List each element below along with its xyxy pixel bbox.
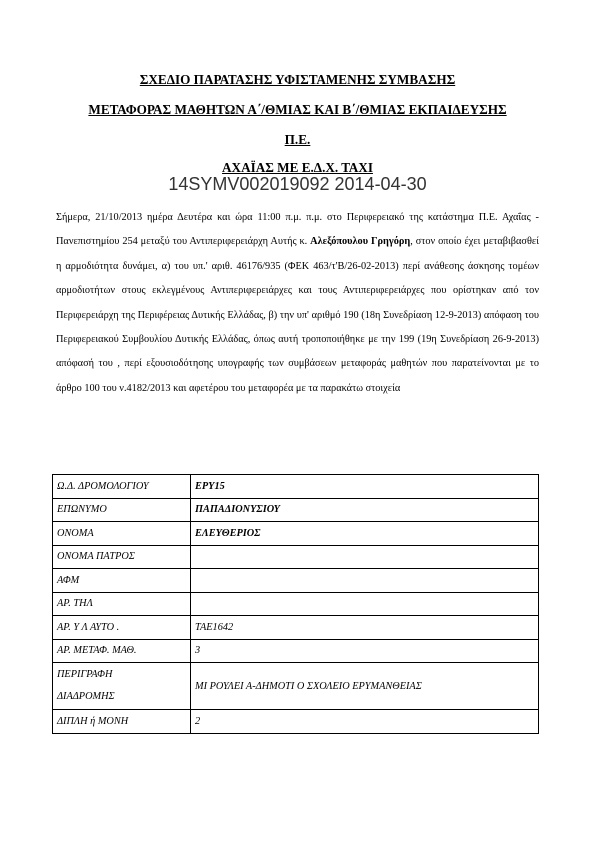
table-row xyxy=(53,639,539,663)
row-label-line2: ΔΙΑΔΡΟΜΗΣ xyxy=(57,691,115,702)
table-row xyxy=(53,663,539,710)
table-row xyxy=(53,545,539,569)
row-value: 2 xyxy=(191,710,539,734)
table-row xyxy=(53,592,539,616)
surname-value: ΠΑΠΑΔΙΟΝΥΣΙΟΥ xyxy=(195,504,280,516)
carrier-info-table xyxy=(52,474,539,734)
row-label: ΔΙΠΛΗ ή ΜΟΝΗ xyxy=(53,710,191,734)
title-line-3: Π.Ε. xyxy=(284,132,311,147)
row-value xyxy=(191,475,539,499)
document-stamp: 14SYMV002019092 2014-04-30 xyxy=(168,174,427,194)
route-code: ΕΡΥ15 xyxy=(195,480,225,492)
table-row xyxy=(53,569,539,593)
representative-name: Αλεξόπουλου Γρηγόρη xyxy=(310,236,411,248)
row-label: Ω.Δ. ΔΡΟΜΟΛΟΓΙΟΥ xyxy=(53,475,191,499)
row-label: ΟΝΟΜΑ xyxy=(53,522,191,546)
row-label: ΟΝΟΜΑ ΠΑΤΡΟΣ xyxy=(53,545,191,569)
row-label: ΕΠΩΝΥΜΟ xyxy=(53,498,191,522)
row-value xyxy=(191,569,539,593)
row-label: ΑΦΜ xyxy=(53,569,191,593)
row-label: ΑΡ. ΜΕΤΑΦ. ΜΑΘ. xyxy=(53,639,191,663)
row-value xyxy=(191,545,539,569)
row-value xyxy=(191,592,539,616)
title-line-1: ΣΧΕΔΙΟ ΠΑΡΑΤΑΣΗΣ ΥΦΙΣΤΑΜΕΝΗΣ ΣΥΜΒΑΣΗΣ xyxy=(139,72,456,87)
table-row xyxy=(53,498,539,522)
table-row xyxy=(53,475,539,499)
row-value: 3 xyxy=(191,639,539,663)
body-paragraph xyxy=(56,206,539,401)
row-value: ΤΑΕ1642 xyxy=(191,616,539,640)
row-value xyxy=(191,522,539,546)
row-label: ΑΡ. Υ Λ ΑΥΤΟ . xyxy=(53,616,191,640)
body-text-part2: , στον οποίο έχει μεταβιβασθεί η αρμοδιότητα δυνάμει, α) του υπ.' αριθ. 46176/935 (ΦΕΚ 463/τ'Β/26-02-2013) περί ανάθεσης άσκησης τομέων αρμοδιοτήτων στους εκλεγμένους Αντιπεριφερειάρχες και τους Αντιπεριφερειάρχες που ορίστηκαν από τον Περιφερειάρχη της Περιφέρειας Δυτικής Ελλάδας, β) την υπ' αριθμό 190 (18η Συνεδρίαση 12-9-2013) απόφαση του Περιφερειακού Συμβουλίου Δυτικής Ελλάδας, όπως αυτή τροποποιήθηκε με την 199 (19η Συνεδρίαση 26-9-2013) απόφασή του , περί εξουσιοδότησης υπογραφής των συμβάσεων μεταφοράς μαθητών που παρατείνονται με το άρθρο 100 του ν.4182/2013 και αφετέρου του μεταφορέα με τα παρακάτω στοιχεία xyxy=(56,236,539,394)
body-text-part1: Σήμερα, 21/10/2013 ημέρα Δευτέρα και ώρα 11:00 π.μ. π.μ. στο Περιφερειακό της κατάστημα Π.Ε. Αχαΐας - Πανεπιστημίου 254 μεταξύ του Αντιπεριφερειάρχη Αυτής κ. xyxy=(56,212,539,248)
table-row xyxy=(53,616,539,640)
table-row xyxy=(53,710,539,734)
first-name-value: ΕΛΕΥΘΕΡΙΟΣ xyxy=(195,527,261,539)
title-line-2: ΜΕΤΑΦΟΡΑΣ ΜΑΘΗΤΩΝ Α΄/ΘΜΙΑΣ ΚΑΙ Β΄/ΘΜΙΑΣ ΕΚΠΑΙΔΕΥΣΗΣ xyxy=(88,102,507,117)
title-line-4: ΑΧΑΪΑΣ ΜΕ Ε.Δ.Χ. ΤΑΧΙ xyxy=(222,160,373,175)
row-label: ΑΡ. ΤΗΛ xyxy=(53,592,191,616)
row-label xyxy=(53,663,191,710)
row-value xyxy=(191,498,539,522)
row-label-line1: ΠΕΡΙΓΡΑΦΗ xyxy=(57,669,113,680)
table-row xyxy=(53,522,539,546)
row-value: ΜΙ ΡΟΥΛΕΙ Α-ΔΗΜΟΤΙ Ο ΣΧΟΛΕΙΟ ΕΡΥΜΑΝΘΕΙΑΣ xyxy=(191,663,539,710)
